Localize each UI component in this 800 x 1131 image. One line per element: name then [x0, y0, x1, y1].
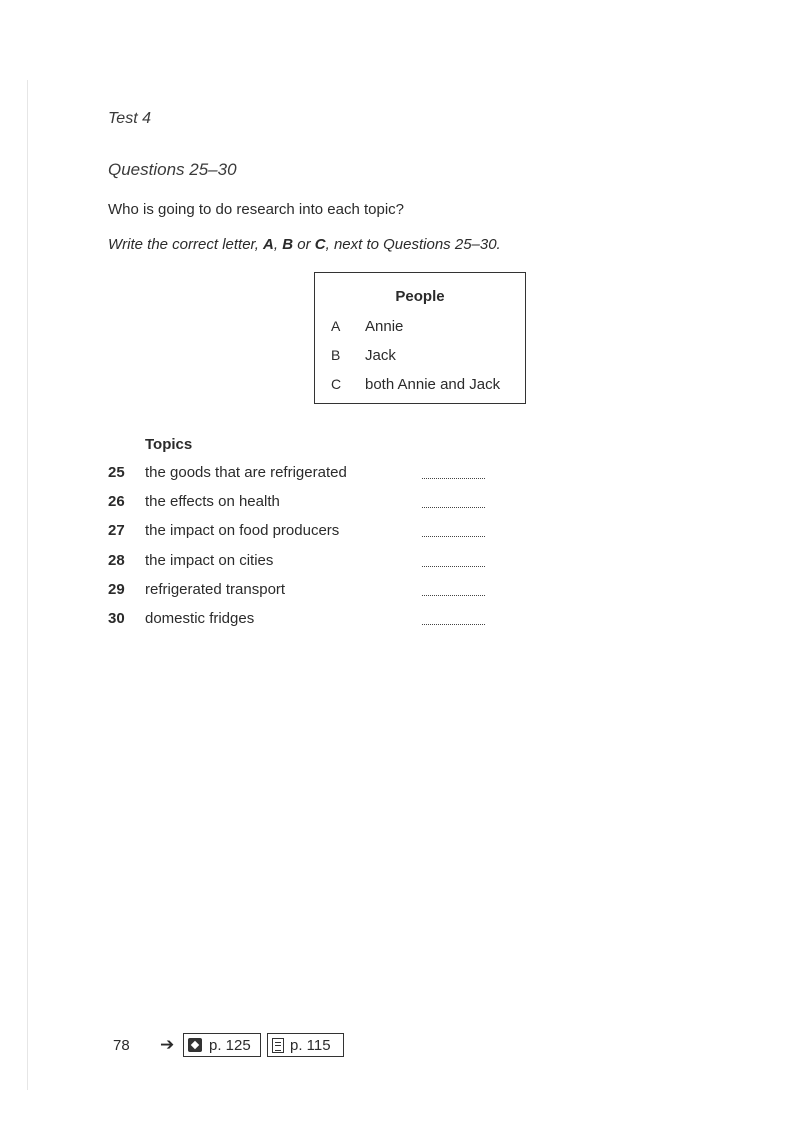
topic-text: the impact on food producers	[145, 522, 340, 539]
audio-script-reference[interactable]	[183, 1033, 261, 1057]
answer-key-reference[interactable]	[267, 1033, 344, 1057]
topic-row	[108, 552, 508, 572]
question-number: 28	[108, 552, 125, 569]
answer-blank[interactable]	[422, 595, 485, 596]
question-number: 25	[108, 464, 125, 481]
page-footer	[0, 1033, 800, 1059]
answer-blank[interactable]	[422, 507, 485, 508]
answer-blank[interactable]	[422, 536, 485, 537]
question-number: 30	[108, 610, 125, 627]
document-icon	[272, 1038, 284, 1053]
answer-blank[interactable]	[422, 624, 485, 625]
option-letter: B	[331, 347, 341, 363]
page-edge-line	[27, 80, 28, 1090]
topic-text: the effects on health	[145, 493, 280, 510]
people-box	[314, 272, 526, 404]
option-letter: A	[331, 318, 341, 334]
topic-text: domestic fridges	[145, 610, 255, 627]
question-prompt: Who is going to do research into each topic?	[108, 201, 405, 218]
option-name: Jack	[365, 347, 396, 364]
topic-row	[108, 522, 508, 542]
topic-row	[108, 610, 508, 630]
answer-blank[interactable]	[422, 566, 485, 567]
audio-script-icon	[188, 1038, 202, 1052]
question-number: 29	[108, 581, 125, 598]
topic-row	[108, 581, 508, 601]
topics-heading: Topics	[145, 436, 193, 453]
topic-text: refrigerated transport	[145, 581, 286, 598]
answer-blank[interactable]	[422, 478, 485, 479]
test-label: Test 4	[108, 110, 151, 127]
topic-row	[108, 493, 508, 513]
topic-text: the impact on cities	[145, 552, 274, 569]
instruction-text: Write the correct letter, A, B or C, next to Questions 25–30.	[108, 236, 501, 253]
audio-script-page: p. 125	[209, 1036, 251, 1054]
question-number: 27	[108, 522, 125, 539]
page-number: 78	[113, 1037, 130, 1054]
question-range-heading: Questions 25–30	[108, 160, 237, 179]
arrow-right-icon: ➔	[160, 1035, 175, 1054]
topic-row	[108, 464, 508, 484]
people-title: People	[395, 288, 445, 305]
option-name: both Annie and Jack	[365, 376, 501, 393]
answer-key-page: p. 115	[290, 1036, 331, 1054]
option-letter: C	[331, 376, 342, 392]
question-number: 26	[108, 493, 125, 510]
topic-text: the goods that are refrigerated	[145, 464, 347, 481]
option-name: Annie	[365, 318, 404, 335]
